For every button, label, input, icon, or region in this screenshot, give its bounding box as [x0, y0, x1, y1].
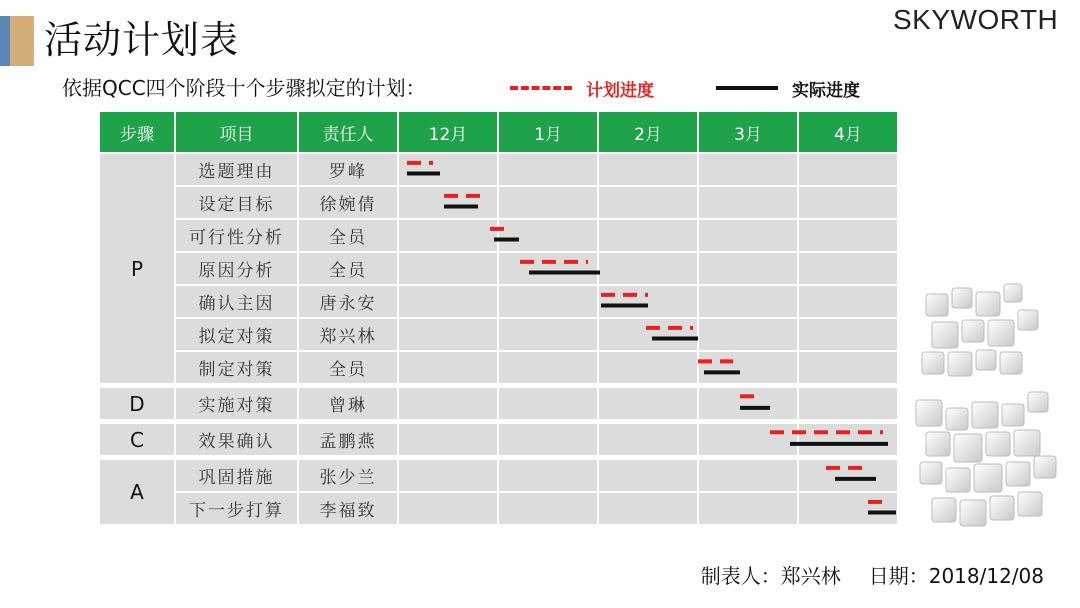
- step-cell-a: A: [99, 458, 175, 526]
- table-row: [99, 422, 898, 458]
- timeline-cell: [498, 318, 598, 351]
- item-cell: 选题理由: [175, 153, 298, 186]
- owner-cell: 全员: [298, 252, 398, 285]
- solid-line-swatch: [716, 86, 778, 90]
- timeline-cell: [498, 422, 598, 458]
- item-cell: 原因分析: [175, 252, 298, 285]
- table-row: [99, 351, 898, 386]
- timeline-cell: [398, 422, 498, 458]
- timeline-cell: [698, 153, 798, 186]
- footer-date: 日期：2018/12/08: [868, 564, 1044, 588]
- header-month-mar: 3月: [698, 111, 798, 153]
- step-cell-d: D: [99, 386, 175, 422]
- timeline-cell: [398, 492, 498, 525]
- timeline-cell: [598, 458, 698, 493]
- table-row: [99, 492, 898, 525]
- table-row: [99, 285, 898, 318]
- item-cell: 巩固措施: [175, 458, 298, 493]
- timeline-cell: [598, 492, 698, 525]
- timeline-cell: [698, 386, 798, 422]
- gantt-header-row: [99, 111, 898, 153]
- timeline-cell: [398, 186, 498, 219]
- table-row: [99, 219, 898, 252]
- dashed-line-swatch: [510, 86, 572, 90]
- timeline-cell: [598, 219, 698, 252]
- timeline-cell: [698, 458, 798, 493]
- timeline-cell: [798, 458, 898, 493]
- owner-cell: 罗峰: [298, 153, 398, 186]
- legend-actual-label: 实际进度: [792, 80, 860, 101]
- timeline-cell: [798, 492, 898, 525]
- timeline-cell: [598, 186, 698, 219]
- timeline-cell: [798, 386, 898, 422]
- timeline-cell: [798, 186, 898, 219]
- step-cell-p: P: [99, 153, 175, 386]
- timeline-cell: [398, 351, 498, 386]
- timeline-cell: [698, 219, 798, 252]
- header-owner: 责任人: [298, 111, 398, 153]
- item-cell: 实施对策: [175, 386, 298, 422]
- timeline-cell: [598, 318, 698, 351]
- item-cell: 拟定对策: [175, 318, 298, 351]
- timeline-cell: [698, 318, 798, 351]
- timeline-cell: [698, 186, 798, 219]
- header-month-feb: 2月: [598, 111, 698, 153]
- owner-cell: 徐婉倩: [298, 186, 398, 219]
- page-title: 活动计划表: [44, 18, 240, 62]
- footer: [673, 562, 1044, 590]
- timeline-cell: [398, 153, 498, 186]
- owner-cell: 全员: [298, 351, 398, 386]
- timeline-cell: [598, 153, 698, 186]
- owner-cell: 孟鹏燕: [298, 422, 398, 458]
- item-cell: 下一步打算: [175, 492, 298, 525]
- item-cell: 确认主因: [175, 285, 298, 318]
- owner-cell: 全员: [298, 219, 398, 252]
- timeline-cell: [398, 219, 498, 252]
- timeline-cell: [398, 458, 498, 493]
- timeline-cell: [598, 285, 698, 318]
- header-month-jan: 1月: [498, 111, 598, 153]
- item-cell: 设定目标: [175, 186, 298, 219]
- table-row: [99, 386, 898, 422]
- owner-cell: 张少兰: [298, 458, 398, 493]
- header-month-dec: 12月: [398, 111, 498, 153]
- item-cell: 制定对策: [175, 351, 298, 386]
- timeline-cell: [498, 386, 598, 422]
- owner-cell: 唐永安: [298, 285, 398, 318]
- table-row: [99, 458, 898, 493]
- gantt-table: [98, 110, 899, 526]
- timeline-cell: [598, 422, 698, 458]
- timeline-cell: [598, 351, 698, 386]
- owner-cell: 曾琳: [298, 386, 398, 422]
- owner-cell: 李福致: [298, 492, 398, 525]
- timeline-cell: [698, 422, 798, 458]
- item-cell: 可行性分析: [175, 219, 298, 252]
- timeline-cell: [698, 252, 798, 285]
- timeline-cell: [798, 219, 898, 252]
- legend-planned-label: 计划进度: [586, 80, 654, 101]
- legend-actual: [716, 74, 860, 102]
- header-month-apr: 4月: [798, 111, 898, 153]
- timeline-cell: [798, 252, 898, 285]
- timeline-cell: [498, 252, 598, 285]
- header-item: 项目: [175, 111, 298, 153]
- timeline-cell: [498, 351, 598, 386]
- timeline-cell: [498, 458, 598, 493]
- timeline-cell: [798, 422, 898, 458]
- timeline-cell: [698, 351, 798, 386]
- legend-planned: [510, 74, 654, 102]
- timeline-cell: [398, 318, 498, 351]
- table-row: [99, 318, 898, 351]
- timeline-cell: [698, 492, 798, 525]
- title-accent-bar: [0, 16, 34, 66]
- timeline-cell: [398, 252, 498, 285]
- table-row: [99, 153, 898, 186]
- footer-maker: 制表人：郑兴林: [700, 564, 841, 588]
- item-cell: 效果确认: [175, 422, 298, 458]
- timeline-cell: [498, 153, 598, 186]
- timeline-cell: [598, 252, 698, 285]
- timeline-cell: [798, 153, 898, 186]
- timeline-cell: [498, 219, 598, 252]
- timeline-cell: [398, 386, 498, 422]
- skyworth-logo: SKYWORTH: [893, 4, 1059, 35]
- timeline-cell: [798, 285, 898, 318]
- owner-cell: 郑兴林: [298, 318, 398, 351]
- timeline-cell: [398, 285, 498, 318]
- plan-subtitle: 依据QCC四个阶段十个步骤拟定的计划：: [62, 76, 426, 100]
- timeline-cell: [798, 351, 898, 386]
- timeline-cell: [698, 285, 798, 318]
- timeline-cell: [498, 492, 598, 525]
- step-cell-c: C: [99, 422, 175, 458]
- header-step: 步骤: [99, 111, 175, 153]
- table-row: [99, 186, 898, 219]
- timeline-cell: [498, 186, 598, 219]
- timeline-cell: [498, 285, 598, 318]
- timeline-cell: [798, 318, 898, 351]
- decorative-cubes-graphic: [912, 280, 1062, 550]
- timeline-cell: [598, 386, 698, 422]
- table-row: [99, 252, 898, 285]
